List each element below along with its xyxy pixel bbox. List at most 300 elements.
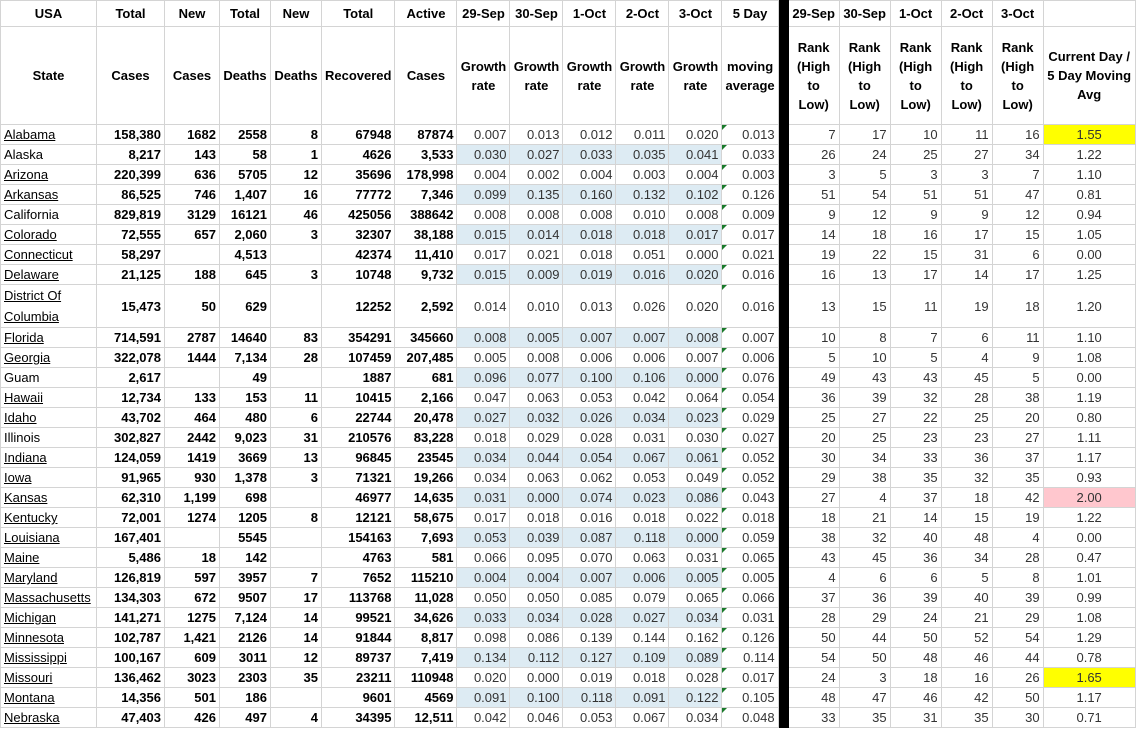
moving-average-cell[interactable]: 0.126	[722, 185, 778, 205]
state-link[interactable]: District Of Columbia	[4, 288, 62, 324]
column-header[interactable]: 1-Oct	[563, 1, 616, 27]
growth-rate-cell[interactable]: 0.144	[616, 628, 669, 648]
growth-rate-cell[interactable]: 0.006	[616, 348, 669, 368]
rank-cell[interactable]: 50	[992, 688, 1043, 708]
total-cases-cell[interactable]: 141,271	[97, 608, 165, 628]
rank-cell[interactable]: 28	[992, 548, 1043, 568]
new-cases-cell[interactable]: 3023	[165, 668, 220, 688]
growth-rate-cell[interactable]: 0.029	[510, 428, 563, 448]
growth-rate-cell[interactable]: 0.004	[510, 568, 563, 588]
state-cell[interactable]	[1, 408, 97, 428]
current-over-avg-cell[interactable]: 1.01	[1043, 568, 1135, 588]
state-link[interactable]: Missouri	[4, 670, 53, 685]
total-deaths-cell[interactable]: 142	[220, 548, 271, 568]
rank-cell[interactable]: 51	[788, 185, 839, 205]
rank-cell[interactable]: 18	[941, 488, 992, 508]
rank-cell[interactable]: 9	[941, 205, 992, 225]
column-header[interactable]: Cases	[395, 27, 457, 125]
state-link[interactable]: Arizona	[4, 167, 49, 182]
rank-cell[interactable]: 36	[941, 448, 992, 468]
rank-cell[interactable]: 32	[890, 388, 941, 408]
current-over-avg-cell[interactable]: 0.00	[1043, 368, 1135, 388]
rank-cell[interactable]: 36	[890, 548, 941, 568]
new-cases-cell[interactable]: 18	[165, 548, 220, 568]
rank-cell[interactable]: 33	[788, 708, 839, 728]
current-over-avg-cell[interactable]: 0.00	[1043, 528, 1135, 548]
recovered-cell[interactable]: 34395	[322, 708, 395, 728]
growth-rate-cell[interactable]: 0.062	[563, 468, 616, 488]
rank-cell[interactable]: 12	[992, 205, 1043, 225]
growth-rate-cell[interactable]: 0.044	[510, 448, 563, 468]
rank-cell[interactable]: 35	[890, 468, 941, 488]
column-header[interactable]: Total	[322, 1, 395, 27]
growth-rate-cell[interactable]: 0.008	[457, 205, 510, 225]
new-deaths-cell[interactable]	[271, 688, 322, 708]
new-deaths-cell[interactable]: 1	[271, 145, 322, 165]
rank-cell[interactable]: 38	[788, 528, 839, 548]
active-cell[interactable]: 2,166	[395, 388, 457, 408]
total-cases-cell[interactable]: 14,356	[97, 688, 165, 708]
recovered-cell[interactable]: 4763	[322, 548, 395, 568]
growth-rate-cell[interactable]: 0.039	[510, 528, 563, 548]
state-cell[interactable]	[1, 165, 97, 185]
state-link[interactable]: Hawaii	[4, 390, 44, 405]
column-header[interactable]: Growth rate	[457, 27, 510, 125]
growth-rate-cell[interactable]: 0.027	[457, 408, 510, 428]
rank-cell[interactable]: 24	[788, 668, 839, 688]
column-header[interactable]: 29-Sep	[457, 1, 510, 27]
rank-cell[interactable]: 13	[839, 265, 890, 285]
new-deaths-cell[interactable]: 6	[271, 408, 322, 428]
new-cases-cell[interactable]: 188	[165, 265, 220, 285]
rank-cell[interactable]: 37	[992, 448, 1043, 468]
rank-cell[interactable]: 25	[788, 408, 839, 428]
growth-rate-cell[interactable]: 0.007	[563, 328, 616, 348]
growth-rate-cell[interactable]: 0.002	[510, 165, 563, 185]
rank-cell[interactable]: 4	[992, 528, 1043, 548]
moving-average-cell[interactable]: 0.017	[722, 225, 778, 245]
rank-cell[interactable]: 5	[890, 348, 941, 368]
moving-average-cell[interactable]: 0.066	[722, 588, 778, 608]
column-header[interactable]: moving average	[722, 27, 778, 125]
rank-cell[interactable]: 39	[839, 388, 890, 408]
active-cell[interactable]: 581	[395, 548, 457, 568]
state-cell[interactable]	[1, 608, 97, 628]
growth-rate-cell[interactable]: 0.030	[669, 428, 722, 448]
rank-cell[interactable]: 19	[788, 245, 839, 265]
growth-rate-cell[interactable]: 0.031	[457, 488, 510, 508]
new-cases-cell[interactable]: 746	[165, 185, 220, 205]
rank-cell[interactable]: 5	[788, 348, 839, 368]
rank-cell[interactable]: 29	[992, 608, 1043, 628]
state-cell[interactable]	[1, 388, 97, 408]
rank-cell[interactable]: 46	[941, 648, 992, 668]
rank-cell[interactable]: 51	[941, 185, 992, 205]
state-cell[interactable]	[1, 348, 97, 368]
new-deaths-cell[interactable]: 14	[271, 608, 322, 628]
total-deaths-cell[interactable]: 645	[220, 265, 271, 285]
new-cases-cell[interactable]: 609	[165, 648, 220, 668]
state-link[interactable]: Mississippi	[4, 650, 67, 665]
total-cases-cell[interactable]: 167,401	[97, 528, 165, 548]
growth-rate-cell[interactable]: 0.022	[669, 508, 722, 528]
active-cell[interactable]: 345660	[395, 328, 457, 348]
growth-rate-cell[interactable]: 0.100	[563, 368, 616, 388]
column-header[interactable]: Cases	[165, 27, 220, 125]
growth-rate-cell[interactable]: 0.063	[616, 548, 669, 568]
growth-rate-cell[interactable]: 0.086	[669, 488, 722, 508]
rank-cell[interactable]: 42	[992, 488, 1043, 508]
active-cell[interactable]: 20,478	[395, 408, 457, 428]
growth-rate-cell[interactable]: 0.019	[563, 265, 616, 285]
state-cell[interactable]	[1, 185, 97, 205]
rank-cell[interactable]: 7	[992, 165, 1043, 185]
state-link[interactable]: Maryland	[4, 570, 58, 585]
growth-rate-cell[interactable]: 0.063	[510, 468, 563, 488]
active-cell[interactable]: 178,998	[395, 165, 457, 185]
new-deaths-cell[interactable]	[271, 285, 322, 328]
growth-rate-cell[interactable]: 0.018	[616, 508, 669, 528]
moving-average-cell[interactable]: 0.033	[722, 145, 778, 165]
rank-cell[interactable]: 15	[839, 285, 890, 328]
growth-rate-cell[interactable]: 0.053	[563, 708, 616, 728]
growth-rate-cell[interactable]: 0.035	[616, 145, 669, 165]
rank-cell[interactable]: 46	[890, 688, 941, 708]
new-deaths-cell[interactable]: 3	[271, 265, 322, 285]
rank-cell[interactable]: 50	[839, 648, 890, 668]
recovered-cell[interactable]: 23211	[322, 668, 395, 688]
recovered-cell[interactable]: 4626	[322, 145, 395, 165]
rank-cell[interactable]: 19	[992, 508, 1043, 528]
total-deaths-cell[interactable]: 2303	[220, 668, 271, 688]
new-cases-cell[interactable]: 636	[165, 165, 220, 185]
growth-rate-cell[interactable]: 0.162	[669, 628, 722, 648]
rank-cell[interactable]: 26	[992, 668, 1043, 688]
growth-rate-cell[interactable]: 0.007	[616, 328, 669, 348]
growth-rate-cell[interactable]: 0.091	[457, 688, 510, 708]
growth-rate-cell[interactable]: 0.109	[616, 648, 669, 668]
state-cell[interactable]	[1, 648, 97, 668]
growth-rate-cell[interactable]: 0.007	[457, 125, 510, 145]
growth-rate-cell[interactable]: 0.033	[563, 145, 616, 165]
rank-cell[interactable]: 19	[941, 285, 992, 328]
state-link[interactable]: Michigan	[4, 610, 57, 625]
growth-rate-cell[interactable]: 0.087	[563, 528, 616, 548]
rank-cell[interactable]: 11	[890, 285, 941, 328]
current-over-avg-cell[interactable]: 0.94	[1043, 205, 1135, 225]
current-over-avg-cell[interactable]: 0.47	[1043, 548, 1135, 568]
growth-rate-cell[interactable]: 0.034	[457, 448, 510, 468]
state-cell[interactable]	[1, 448, 97, 468]
growth-rate-cell[interactable]: 0.064	[669, 388, 722, 408]
state-cell[interactable]	[1, 125, 97, 145]
growth-rate-cell[interactable]: 0.004	[563, 165, 616, 185]
growth-rate-cell[interactable]: 0.004	[669, 165, 722, 185]
rank-cell[interactable]: 18	[992, 285, 1043, 328]
active-cell[interactable]: 11,410	[395, 245, 457, 265]
new-cases-cell[interactable]: 133	[165, 388, 220, 408]
moving-average-cell[interactable]: 0.016	[722, 285, 778, 328]
new-cases-cell[interactable]: 464	[165, 408, 220, 428]
state-link[interactable]: Colorado	[4, 227, 57, 242]
state-link[interactable]: Arkansas	[4, 187, 59, 202]
active-cell[interactable]: 12,511	[395, 708, 457, 728]
growth-rate-cell[interactable]: 0.070	[563, 548, 616, 568]
growth-rate-cell[interactable]: 0.122	[669, 688, 722, 708]
rank-cell[interactable]: 54	[992, 628, 1043, 648]
recovered-cell[interactable]: 7652	[322, 568, 395, 588]
growth-rate-cell[interactable]: 0.027	[616, 608, 669, 628]
column-header[interactable]: New	[271, 1, 322, 27]
active-cell[interactable]: 38,188	[395, 225, 457, 245]
active-cell[interactable]: 7,419	[395, 648, 457, 668]
growth-rate-cell[interactable]: 0.007	[563, 568, 616, 588]
column-header[interactable]: Deaths	[220, 27, 271, 125]
new-deaths-cell[interactable]: 8	[271, 508, 322, 528]
growth-rate-cell[interactable]: 0.026	[616, 285, 669, 328]
rank-cell[interactable]: 7	[788, 125, 839, 145]
active-cell[interactable]: 9,732	[395, 265, 457, 285]
rank-cell[interactable]: 43	[839, 368, 890, 388]
growth-rate-cell[interactable]: 0.034	[616, 408, 669, 428]
rank-cell[interactable]: 17	[890, 265, 941, 285]
rank-cell[interactable]: 18	[890, 668, 941, 688]
growth-rate-cell[interactable]: 0.000	[510, 488, 563, 508]
column-header[interactable]: 2-Oct	[616, 1, 669, 27]
growth-rate-cell[interactable]: 0.079	[616, 588, 669, 608]
rank-cell[interactable]: 29	[839, 608, 890, 628]
new-cases-cell[interactable]: 1682	[165, 125, 220, 145]
growth-rate-cell[interactable]: 0.086	[510, 628, 563, 648]
column-header[interactable]: Rank (High to Low)	[941, 27, 992, 125]
growth-rate-cell[interactable]: 0.061	[669, 448, 722, 468]
rank-cell[interactable]: 39	[992, 588, 1043, 608]
moving-average-cell[interactable]: 0.007	[722, 328, 778, 348]
growth-rate-cell[interactable]: 0.000	[669, 528, 722, 548]
rank-cell[interactable]: 50	[788, 628, 839, 648]
growth-rate-cell[interactable]: 0.018	[616, 225, 669, 245]
growth-rate-cell[interactable]: 0.008	[510, 348, 563, 368]
rank-cell[interactable]: 38	[839, 468, 890, 488]
new-deaths-cell[interactable]: 3	[271, 468, 322, 488]
state-link[interactable]: Indiana	[4, 450, 47, 465]
rank-cell[interactable]: 25	[890, 145, 941, 165]
new-deaths-cell[interactable]: 28	[271, 348, 322, 368]
state-link[interactable]: Florida	[4, 330, 44, 345]
growth-rate-cell[interactable]: 0.118	[563, 688, 616, 708]
growth-rate-cell[interactable]: 0.067	[616, 708, 669, 728]
growth-rate-cell[interactable]: 0.139	[563, 628, 616, 648]
total-cases-cell[interactable]: 126,819	[97, 568, 165, 588]
rank-cell[interactable]: 39	[890, 588, 941, 608]
rank-cell[interactable]: 50	[890, 628, 941, 648]
growth-rate-cell[interactable]: 0.051	[616, 245, 669, 265]
rank-cell[interactable]: 43	[788, 548, 839, 568]
active-cell[interactable]: 34,626	[395, 608, 457, 628]
state-cell[interactable]	[1, 265, 97, 285]
moving-average-cell[interactable]: 0.029	[722, 408, 778, 428]
growth-rate-cell[interactable]: 0.017	[457, 245, 510, 265]
recovered-cell[interactable]: 35696	[322, 165, 395, 185]
total-cases-cell[interactable]: 43,702	[97, 408, 165, 428]
total-deaths-cell[interactable]: 698	[220, 488, 271, 508]
rank-cell[interactable]: 17	[839, 125, 890, 145]
growth-rate-cell[interactable]: 0.102	[669, 185, 722, 205]
new-deaths-cell[interactable]: 17	[271, 588, 322, 608]
growth-rate-cell[interactable]: 0.132	[616, 185, 669, 205]
total-cases-cell[interactable]: 2,617	[97, 368, 165, 388]
rank-cell[interactable]: 16	[788, 265, 839, 285]
column-header[interactable]: 2-Oct	[941, 1, 992, 27]
rank-cell[interactable]: 20	[992, 408, 1043, 428]
recovered-cell[interactable]: 10415	[322, 388, 395, 408]
growth-rate-cell[interactable]: 0.011	[616, 125, 669, 145]
growth-rate-cell[interactable]: 0.026	[563, 408, 616, 428]
growth-rate-cell[interactable]: 0.021	[510, 245, 563, 265]
rank-cell[interactable]: 31	[941, 245, 992, 265]
moving-average-cell[interactable]: 0.065	[722, 548, 778, 568]
growth-rate-cell[interactable]: 0.100	[510, 688, 563, 708]
active-cell[interactable]: 11,028	[395, 588, 457, 608]
current-over-avg-cell[interactable]: 1.22	[1043, 508, 1135, 528]
rank-cell[interactable]: 21	[941, 608, 992, 628]
current-over-avg-cell[interactable]: 1.22	[1043, 145, 1135, 165]
recovered-cell[interactable]: 96845	[322, 448, 395, 468]
recovered-cell[interactable]: 12252	[322, 285, 395, 328]
rank-cell[interactable]: 32	[941, 468, 992, 488]
rank-cell[interactable]: 11	[992, 328, 1043, 348]
rank-cell[interactable]: 48	[788, 688, 839, 708]
total-cases-cell[interactable]: 86,525	[97, 185, 165, 205]
total-cases-cell[interactable]: 102,787	[97, 628, 165, 648]
growth-rate-cell[interactable]: 0.028	[563, 608, 616, 628]
recovered-cell[interactable]: 22744	[322, 408, 395, 428]
total-cases-cell[interactable]: 15,473	[97, 285, 165, 328]
rank-cell[interactable]: 5	[992, 368, 1043, 388]
state-link[interactable]: Nebraska	[4, 710, 60, 725]
recovered-cell[interactable]: 12121	[322, 508, 395, 528]
growth-rate-cell[interactable]: 0.023	[669, 408, 722, 428]
state-cell[interactable]	[1, 568, 97, 588]
new-deaths-cell[interactable]	[271, 368, 322, 388]
current-over-avg-cell[interactable]: 1.08	[1043, 348, 1135, 368]
total-deaths-cell[interactable]: 1,378	[220, 468, 271, 488]
moving-average-cell[interactable]: 0.013	[722, 125, 778, 145]
total-cases-cell[interactable]: 72,001	[97, 508, 165, 528]
rank-cell[interactable]: 6	[839, 568, 890, 588]
rank-cell[interactable]: 10	[788, 328, 839, 348]
rank-cell[interactable]: 36	[839, 588, 890, 608]
new-cases-cell[interactable]: 1275	[165, 608, 220, 628]
rank-cell[interactable]: 45	[839, 548, 890, 568]
column-header[interactable]: Recovered	[322, 27, 395, 125]
growth-rate-cell[interactable]: 0.014	[510, 225, 563, 245]
growth-rate-cell[interactable]: 0.020	[669, 285, 722, 328]
rank-cell[interactable]: 3	[941, 165, 992, 185]
column-header[interactable]: 30-Sep	[510, 1, 563, 27]
rank-cell[interactable]: 7	[890, 328, 941, 348]
growth-rate-cell[interactable]: 0.010	[510, 285, 563, 328]
growth-rate-cell[interactable]: 0.018	[563, 225, 616, 245]
moving-average-cell[interactable]: 0.003	[722, 165, 778, 185]
rank-cell[interactable]: 8	[992, 568, 1043, 588]
growth-rate-cell[interactable]: 0.053	[616, 468, 669, 488]
total-cases-cell[interactable]: 91,965	[97, 468, 165, 488]
growth-rate-cell[interactable]: 0.015	[457, 225, 510, 245]
recovered-cell[interactable]: 425056	[322, 205, 395, 225]
rank-cell[interactable]: 12	[839, 205, 890, 225]
growth-rate-cell[interactable]: 0.047	[457, 388, 510, 408]
rank-cell[interactable]: 18	[839, 225, 890, 245]
recovered-cell[interactable]: 42374	[322, 245, 395, 265]
growth-rate-cell[interactable]: 0.127	[563, 648, 616, 668]
moving-average-cell[interactable]: 0.126	[722, 628, 778, 648]
current-over-avg-cell[interactable]: 1.11	[1043, 428, 1135, 448]
moving-average-cell[interactable]: 0.005	[722, 568, 778, 588]
rank-cell[interactable]: 3	[890, 165, 941, 185]
recovered-cell[interactable]: 32307	[322, 225, 395, 245]
rank-cell[interactable]: 14	[941, 265, 992, 285]
growth-rate-cell[interactable]: 0.074	[563, 488, 616, 508]
column-header[interactable]: 3-Oct	[669, 1, 722, 27]
rank-cell[interactable]: 54	[788, 648, 839, 668]
active-cell[interactable]: 87874	[395, 125, 457, 145]
growth-rate-cell[interactable]: 0.019	[563, 668, 616, 688]
column-header[interactable]: Growth rate	[669, 27, 722, 125]
total-cases-cell[interactable]: 158,380	[97, 125, 165, 145]
recovered-cell[interactable]: 46977	[322, 488, 395, 508]
column-header[interactable]: 1-Oct	[890, 1, 941, 27]
rank-cell[interactable]: 14	[890, 508, 941, 528]
current-over-avg-cell[interactable]: 1.25	[1043, 265, 1135, 285]
growth-rate-cell[interactable]: 0.065	[669, 588, 722, 608]
growth-rate-cell[interactable]: 0.017	[457, 508, 510, 528]
rank-cell[interactable]: 49	[788, 368, 839, 388]
recovered-cell[interactable]: 77772	[322, 185, 395, 205]
state-link[interactable]: Louisiana	[4, 530, 60, 545]
rank-cell[interactable]: 15	[992, 225, 1043, 245]
total-deaths-cell[interactable]: 497	[220, 708, 271, 728]
total-cases-cell[interactable]: 5,486	[97, 548, 165, 568]
total-deaths-cell[interactable]: 16121	[220, 205, 271, 225]
rank-cell[interactable]: 52	[941, 628, 992, 648]
current-over-avg-cell[interactable]: 1.10	[1043, 328, 1135, 348]
state-link[interactable]: Maine	[4, 550, 40, 565]
column-header[interactable]: State	[1, 27, 97, 125]
state-cell[interactable]	[1, 428, 97, 448]
column-header[interactable]	[1043, 1, 1135, 27]
growth-rate-cell[interactable]: 0.000	[669, 245, 722, 265]
total-deaths-cell[interactable]: 186	[220, 688, 271, 708]
new-cases-cell[interactable]: 672	[165, 588, 220, 608]
new-cases-cell[interactable]: 3129	[165, 205, 220, 225]
rank-cell[interactable]: 34	[941, 548, 992, 568]
growth-rate-cell[interactable]: 0.077	[510, 368, 563, 388]
moving-average-cell[interactable]: 0.016	[722, 265, 778, 285]
growth-rate-cell[interactable]: 0.063	[510, 388, 563, 408]
state-cell[interactable]	[1, 205, 97, 225]
rank-cell[interactable]: 5	[941, 568, 992, 588]
recovered-cell[interactable]: 9601	[322, 688, 395, 708]
rank-cell[interactable]: 40	[941, 588, 992, 608]
state-cell[interactable]	[1, 328, 97, 348]
state-link[interactable]: Iowa	[4, 470, 32, 485]
rank-cell[interactable]: 25	[839, 428, 890, 448]
growth-rate-cell[interactable]: 0.053	[457, 528, 510, 548]
rank-cell[interactable]: 40	[890, 528, 941, 548]
rank-cell[interactable]: 36	[788, 388, 839, 408]
rank-cell[interactable]: 17	[992, 265, 1043, 285]
